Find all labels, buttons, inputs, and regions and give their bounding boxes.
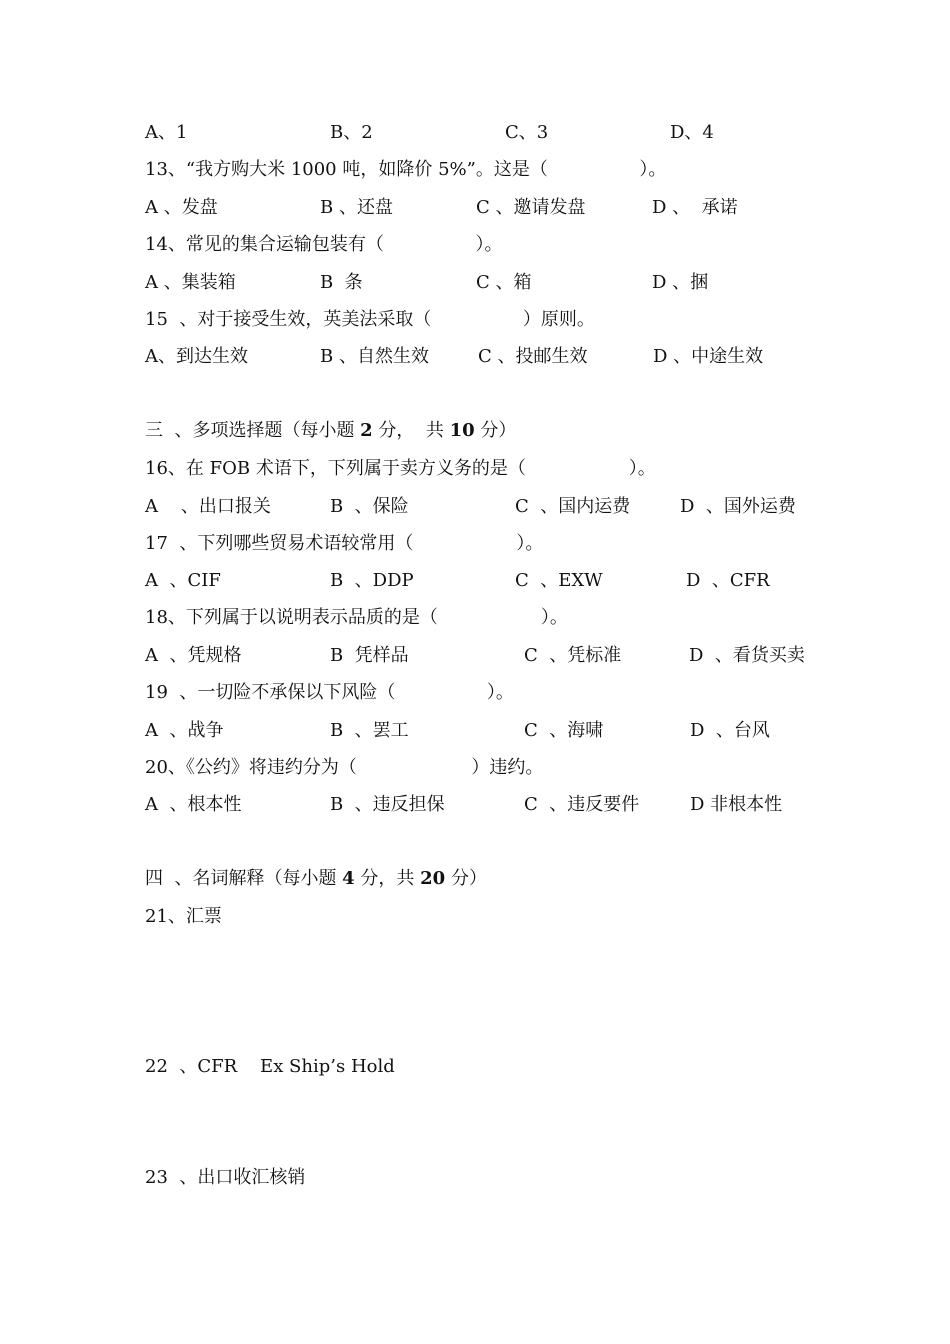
q13-option-a: A 、发盘 <box>145 197 218 218</box>
section-3-points-total: 10 <box>449 420 475 441</box>
q22-term: 22 、CFR Ex Ship’s Hold <box>145 1056 395 1077</box>
section-3-heading <box>145 418 516 444</box>
section-4-points-each: 4 <box>342 868 355 889</box>
section-4-suffix: 分） <box>445 868 487 889</box>
q13-option-b: B 、还盘 <box>320 197 393 218</box>
q14-option-b: B 条 <box>320 272 363 293</box>
q19-option-d: D 、台风 <box>690 720 770 741</box>
q18-stem: 18、下列属于以说明表示品质的是（ ）。 <box>145 607 568 628</box>
q17-option-a: A 、CIF <box>145 570 221 591</box>
q17-option-c: C 、EXW <box>515 570 603 591</box>
q19-stem: 19 、一切险不承保以下风险（ ）。 <box>145 682 514 703</box>
q16-stem: 16、在 FOB 术语下，下列属于卖方义务的是（ ）。 <box>145 458 656 479</box>
section-3-mid: 分， 共 <box>372 420 450 441</box>
q18-option-b: B 凭样品 <box>330 645 409 666</box>
q15-option-c: C 、投邮生效 <box>478 346 588 367</box>
q18-option-c: C 、凭标准 <box>524 645 622 666</box>
q20-option-a: A 、根本性 <box>145 794 242 815</box>
q16-option-c: C 、国内运费 <box>515 496 631 517</box>
q12-option-d: D、4 <box>670 122 714 143</box>
q17-option-d: D 、CFR <box>686 570 770 591</box>
q13-option-d: D 、 承诺 <box>652 197 738 218</box>
section-4-prefix: 四 、名词解释（每小题 <box>145 868 343 889</box>
q18-option-d: D 、看货买卖 <box>689 645 805 666</box>
q16-option-d: D 、国外运费 <box>680 496 796 517</box>
q15-option-b: B 、自然生效 <box>320 346 429 367</box>
q14-stem: 14、常见的集合运输包装有（ ）。 <box>145 234 503 255</box>
q20-stem: 20、《公约》将违约分为（ ）违约。 <box>145 757 544 778</box>
q13-option-c: C 、邀请发盘 <box>476 197 586 218</box>
section-3-prefix: 三 、多项选择题（每小题 <box>145 420 361 441</box>
q13-stem: 13、“我方购大米 1000 吨，如降价 5%”。这是（ ）。 <box>145 159 667 180</box>
q20-option-b: B 、违反担保 <box>330 794 445 815</box>
q16-option-b: B 、保险 <box>330 496 409 517</box>
q17-option-b: B 、DDP <box>330 570 414 591</box>
q15-option-a: A、到达生效 <box>145 346 248 367</box>
q19-option-a: A 、战争 <box>145 720 224 741</box>
q17-stem: 17 、下列哪些贸易术语较常用（ ）。 <box>145 533 544 554</box>
q12-option-c: C、3 <box>505 122 549 143</box>
q12-option-b: B、2 <box>330 122 373 143</box>
q21-term: 21、汇票 <box>145 906 222 927</box>
q15-stem: 15 、对于接受生效，英美法采取（ ）原则。 <box>145 309 595 330</box>
q19-option-c: C 、海啸 <box>524 720 604 741</box>
q14-option-d: D 、捆 <box>652 272 709 293</box>
q18-option-a: A 、凭规格 <box>145 645 242 666</box>
q14-option-a: A 、集装箱 <box>145 272 236 293</box>
q20-option-d: D 非根本性 <box>690 794 783 815</box>
q19-option-b: B 、罢工 <box>330 720 409 741</box>
section-4-heading <box>145 866 487 892</box>
q23-term: 23 、出口收汇核销 <box>145 1167 306 1188</box>
section-3-suffix: 分） <box>474 420 517 441</box>
q12-option-a: A、1 <box>145 122 188 143</box>
section-4-mid: 分，共 <box>354 868 421 889</box>
q16-option-a: A 、出口报关 <box>145 496 271 517</box>
section-4-points-total: 20 <box>420 868 446 889</box>
q20-option-c: C 、违反要件 <box>524 794 640 815</box>
q14-option-c: C 、箱 <box>476 272 532 293</box>
section-3-points-each: 2 <box>360 420 373 441</box>
q15-option-d: D 、中途生效 <box>653 346 764 367</box>
